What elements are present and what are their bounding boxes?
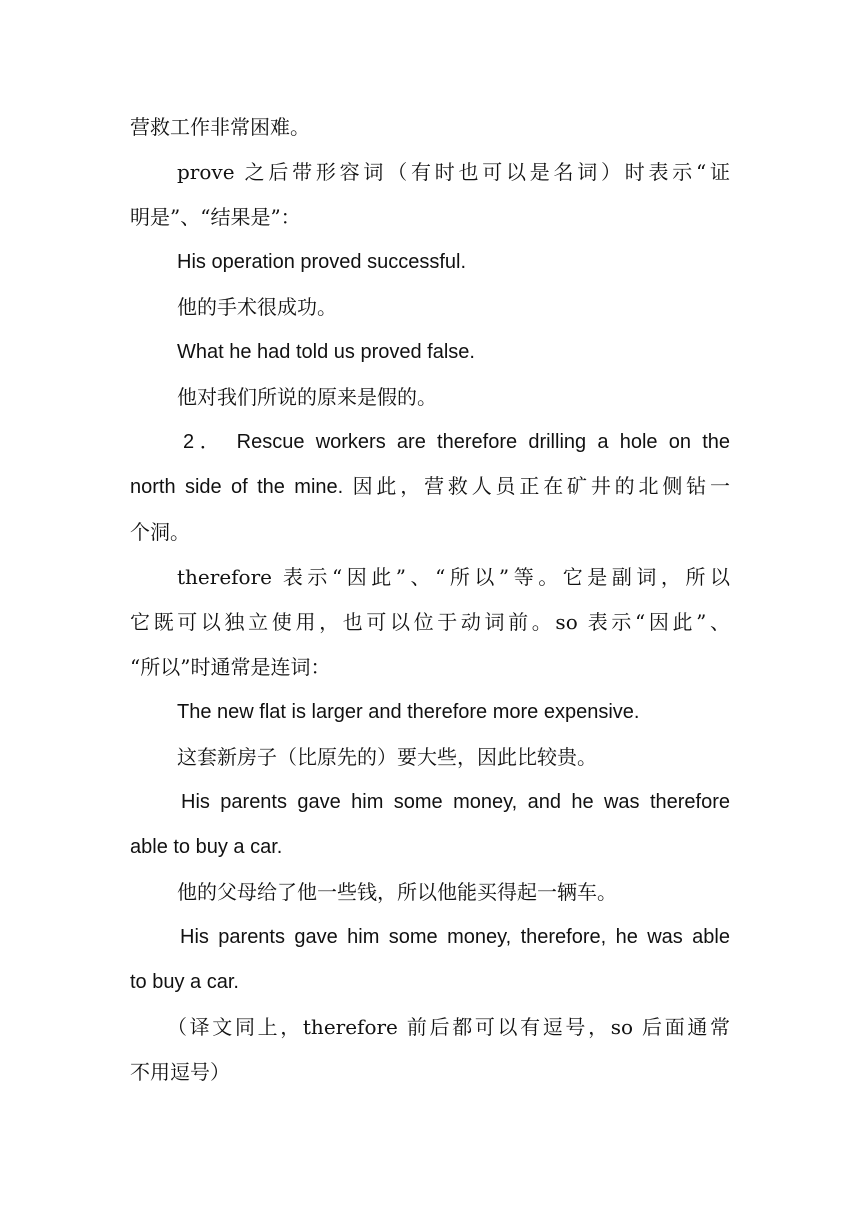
text-line: prove 之后带形容词（有时也可以是名词）时表示“证 [177, 160, 730, 184]
translation-line: 他对我们所说的原来是假的。 [177, 385, 437, 409]
translation-line: 他的手术很成功。 [177, 295, 337, 319]
example-sentence: His operation proved successful. [177, 251, 467, 273]
example-sentence: The new flat is larger and therefore more expensive. [177, 701, 640, 723]
example-sentence: What he had told us proved false. [177, 341, 475, 363]
text-line: north side of the mine. 因此，营救人员正在矿井的北侧钻一 [130, 476, 730, 498]
example-sentence: His parents gave him some money, and he was therefore [181, 791, 730, 813]
example-sentence: to buy a car. [130, 971, 239, 993]
text-line: 营救工作非常困难。 [130, 115, 310, 139]
numbered-sentence: 2． Rescue workers are therefore drilling a hole on the [183, 431, 730, 453]
text-line: therefore 表示“因此”、“所以”等。它是副词，所以 [177, 565, 730, 589]
text-line: 个洞。 [130, 520, 190, 544]
note-line: 不用逗号） [130, 1060, 230, 1084]
note-line: （译文同上，therefore 前后都可以有逗号，so 后面通常 [167, 1015, 730, 1039]
text-line: “所以”时通常是连词： [130, 655, 331, 679]
translation-line: 这套新房子（比原先的）要大些，因此比较贵。 [177, 745, 597, 769]
text-line: 它既可以独立使用，也可以位于动词前。so 表示“因此”、 [130, 610, 730, 634]
example-sentence: able to buy a car. [130, 836, 283, 858]
example-sentence: His parents gave him some money, therefore, he was able [180, 926, 730, 948]
translation-line: 他的父母给了他一些钱，所以他能买得起一辆车。 [177, 880, 617, 904]
text-line: 明是”、“结果是”： [130, 205, 301, 229]
